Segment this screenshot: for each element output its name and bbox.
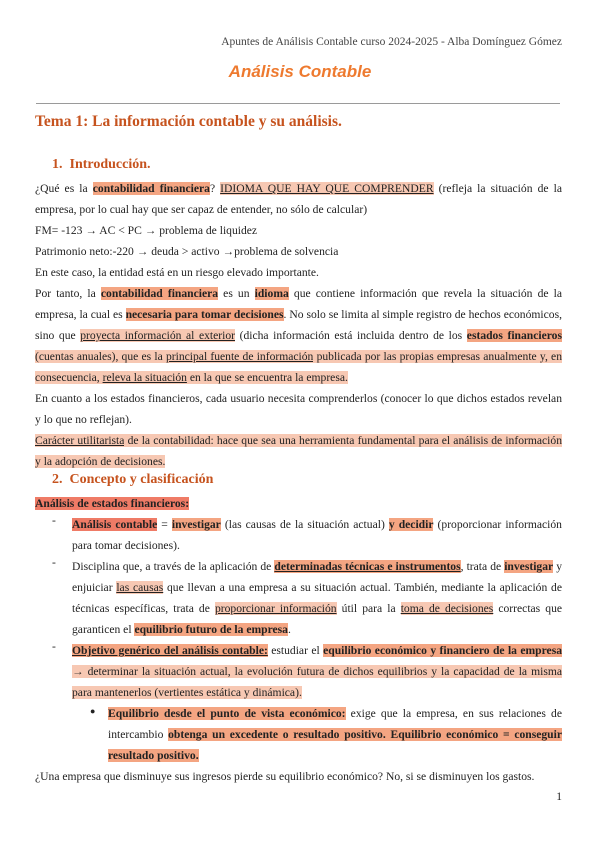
text: ¿Qué es la xyxy=(35,182,93,195)
paragraph-patrimonio: Patrimonio neto:-220 → deuda > activo →problema de solvencia xyxy=(35,245,339,258)
document-title: Análisis Contable xyxy=(228,62,372,81)
dash-bullet: - xyxy=(52,640,56,653)
highlight: equilibrio económico y financiero de la empresa xyxy=(323,644,562,657)
list-item xyxy=(108,703,562,766)
text: útil para la xyxy=(336,602,401,615)
highlight: Análisis contable xyxy=(72,518,158,531)
section-2-heading xyxy=(52,472,213,488)
text: en la que se encuentra la empresa. xyxy=(186,371,348,384)
text: . No solo se limita al simple registro de hechos económicos, sino que xyxy=(35,308,562,342)
text: de la contabilidad: hace que sea una herramienta fundamental para el análisis de información y la adopción de decisiones. xyxy=(35,434,563,468)
page-number: 1 xyxy=(556,791,562,803)
paragraph-por-tanto xyxy=(35,283,562,388)
text: (proporcionar información para tomar decisiones). xyxy=(72,518,562,552)
highlight: estados financieros xyxy=(466,329,562,342)
section-1-heading xyxy=(52,157,151,173)
paragraph-fm: FM= -123 → AC < PC → problema de liquidez xyxy=(35,224,258,237)
text: . xyxy=(287,623,291,636)
topic-heading: Tema 1: La información contable y su análisis. xyxy=(35,113,342,130)
highlight: contabilidad financiera xyxy=(100,287,219,300)
bullet-icon: ● xyxy=(90,706,96,716)
text: (las causas de la situación actual) xyxy=(220,518,389,531)
paragraph-usuarios: En cuanto a los estados financieros, cada usuario necesita comprenderlos (conocer lo que dichos estados revelan y lo que no reflejan). xyxy=(35,392,562,426)
text: → determinar la situación actual, la evolución futura de dichos equilibrios y la capacidad de la misma para mantenerlos (vertientes estática y dinámica). xyxy=(72,665,562,699)
text: , trata de xyxy=(460,560,505,573)
section-title: Concepto y clasificación xyxy=(69,472,214,487)
paragraph-intro xyxy=(35,178,562,220)
highlight: Equilibrio desde el punto de vista económico: xyxy=(108,707,346,720)
text: y enjuiciar xyxy=(72,560,562,594)
text: Disciplina que, a través de la aplicación de xyxy=(72,560,275,573)
dash-bullet: - xyxy=(52,514,56,527)
text: Por tanto, la xyxy=(35,287,101,300)
list-item xyxy=(72,514,562,556)
highlight: idioma xyxy=(254,287,289,300)
text: exige que la empresa, en sus relaciones de intercambio xyxy=(108,707,562,741)
text: (cuentas anuales), que es la xyxy=(35,350,166,363)
highlight: principal fuente de información xyxy=(165,350,314,363)
highlight: contabilidad financiera xyxy=(92,182,210,195)
highlight: releva la situación xyxy=(102,371,187,384)
text: = xyxy=(157,518,172,531)
highlight: necesaria para tomar decisiones xyxy=(125,308,284,321)
highlight: obtenga un excedente o resultado positivo. Equilibrio económico = conseguir resultado positivo. xyxy=(108,728,562,762)
text: que llevan a una empresa a su situación actual. También, mediante la aplicación de técnicas específicas, trata de xyxy=(72,581,562,615)
dash-bullet: - xyxy=(52,556,56,569)
text: estudiar el xyxy=(267,644,324,657)
highlight: proporcionar información xyxy=(214,602,337,615)
highlight: equilibrio futuro de la empresa xyxy=(134,623,288,636)
list-item xyxy=(72,640,562,703)
text: publicada por las propias empresas anualmente y, en consecuencia, xyxy=(35,350,562,384)
section-number: 1. xyxy=(52,157,63,172)
text: es un xyxy=(218,287,255,300)
highlight: Análisis de estados financieros: xyxy=(35,497,190,510)
highlight: las causas xyxy=(116,581,164,594)
text: que contiene información que revela la situación de la empresa, la cual es xyxy=(35,287,562,321)
highlight: determinadas técnicas e instrumentos xyxy=(274,560,461,573)
highlight: Carácter utilitarista xyxy=(35,434,125,447)
highlight: proyecta información al exterior xyxy=(80,329,235,342)
section-number: 2. xyxy=(52,472,63,487)
highlight: Objetivo genérico del análisis contable: xyxy=(72,644,268,657)
paragraph-question: ¿Una empresa que disminuye sus ingresos pierde su equilibrio económico? No, si se disminuyen los gastos. xyxy=(35,770,535,783)
highlight: toma de decisiones xyxy=(400,602,494,615)
highlight: investigar xyxy=(171,518,221,531)
paragraph-riesgo: En este caso, la entidad está en un riesgo elevado importante. xyxy=(35,266,319,279)
section-title: Introducción. xyxy=(69,157,151,172)
list-item xyxy=(72,556,562,640)
text: (refleja la situación de la empresa, por lo cual hay que ser capaz de entender, no sólo de calcular) xyxy=(35,182,562,216)
text: (dicha información está incluida dentro de los xyxy=(235,329,467,342)
text: correctas que garanticen el xyxy=(72,602,563,636)
subheading xyxy=(35,493,562,514)
title-divider xyxy=(36,103,560,104)
running-header: Apuntes de Análisis Contable curso 2024-2025 - Alba Domínguez Gómez xyxy=(221,36,562,48)
highlight: y decidir xyxy=(388,518,434,531)
text: ? xyxy=(209,182,221,195)
highlight: IDIOMA QUE HAY QUE COMPRENDER xyxy=(220,182,434,195)
highlight: investigar xyxy=(504,560,554,573)
paragraph-utilitarista xyxy=(35,430,562,472)
